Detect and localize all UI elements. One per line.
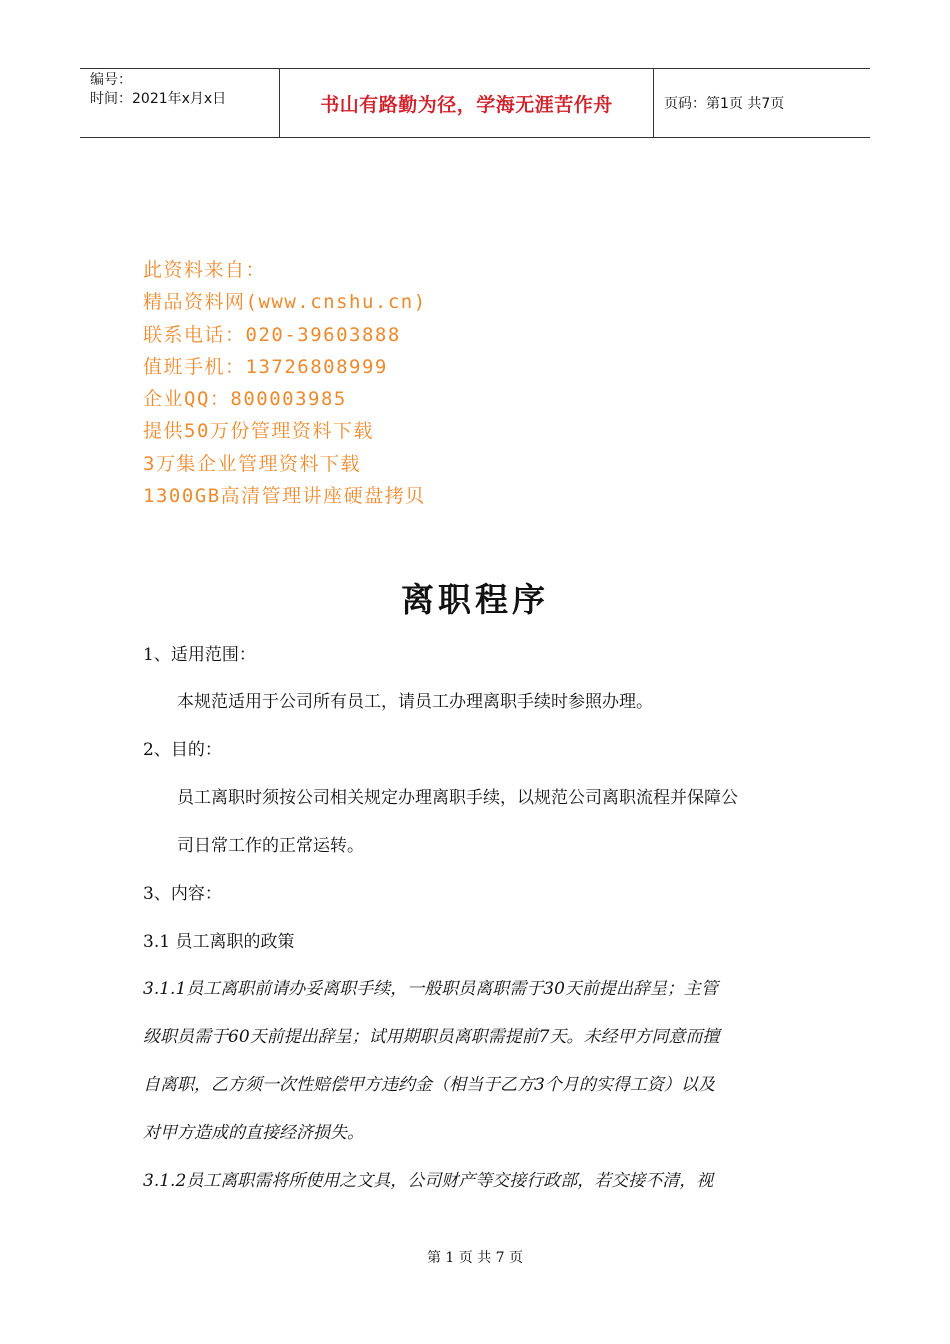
policy-paragraph-line: 3.1.1员工离职前请办妥离职手续，一般职员离职需于30天前提出辞呈；主管	[143, 979, 718, 999]
header-meta	[80, 69, 280, 137]
document-title: 离职程序	[401, 580, 549, 619]
source-info-line: 3万集企业管理资料下载	[143, 452, 361, 475]
document-time-label: 时间：2021年x月x日	[90, 91, 227, 107]
section-heading-purpose: 2、目的：	[143, 740, 222, 760]
paragraph-scope: 本规范适用于公司所有员工，请员工办理离职手续时参照办理。	[177, 692, 653, 712]
policy-paragraph-line: 自离职，乙方须一次性赔偿甲方违约金（相当于乙方3个月的实得工资）以及	[143, 1075, 715, 1095]
source-info-line: 企业QQ：800003985	[143, 388, 347, 411]
source-info-line: 精品资料网(www.cnshu.cn)	[143, 291, 427, 314]
document-number-label: 编号：	[90, 72, 132, 88]
header-page-number: 页码：第1页 共7页	[664, 96, 785, 112]
page-footer: 第 1 页 共 7 页	[426, 1250, 524, 1266]
policy-paragraph-line: 对甲方造成的直接经济损失。	[143, 1123, 364, 1143]
paragraph-purpose-line: 员工离职时须按公司相关规定办理离职手续，以规范公司离职流程并保障公	[177, 788, 738, 808]
header-motto: 书山有路勤为径，学海无涯苦作舟	[280, 69, 654, 137]
source-info-line: 联系电话：020-39603888	[143, 323, 401, 346]
source-info-block	[143, 254, 427, 512]
source-info-line: 值班手机：13726808999	[143, 355, 388, 378]
source-info-line: 提供50万份管理资料下载	[143, 420, 374, 443]
section-heading-content: 3、内容：	[143, 884, 222, 904]
source-info-line: 1300GB高清管理讲座硬盘拷贝	[143, 485, 426, 508]
paragraph-purpose-line: 司日常工作的正常运转。	[177, 836, 364, 856]
page-header	[80, 68, 870, 138]
policy-paragraph-line: 级职员需于60天前提出辞呈；试用期职员离职需提前7天。未经甲方同意而擅	[143, 1027, 720, 1047]
subsection-heading: 3.1 员工离职的政策	[143, 932, 295, 952]
section-heading-scope: 1、适用范围：	[143, 645, 256, 665]
policy-paragraph-line: 3.1.2员工离职需将所使用之文具，公司财产等交接行政部，若交接不清，视	[143, 1171, 714, 1191]
source-info-line: 此资料来自：	[143, 259, 267, 281]
